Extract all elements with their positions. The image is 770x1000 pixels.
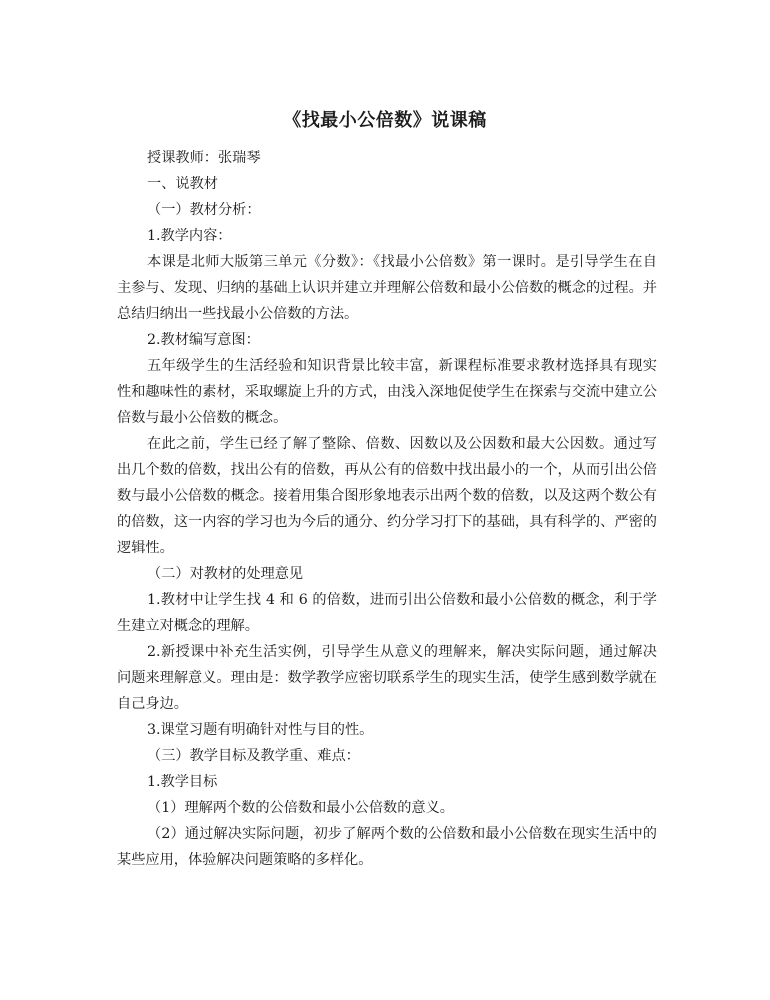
item-heading: 1.教学内容： bbox=[147, 228, 232, 244]
item-heading: 2.教材编写意图： bbox=[147, 332, 260, 348]
document-title: 《找最小公倍数》说课稿 bbox=[283, 110, 487, 131]
paragraph: 3.课堂习题有明确针对性与目的性。 bbox=[147, 722, 374, 738]
paragraph: 本课是北师大版第三单元《分数》：《找最小公倍数》第一课时。是引导学生在自主参与、发现、归纳的基础上认识并建立并理解公倍数和最小公倍数的概念的过程。并总结归纳出一些找最小公倍数的方法。 bbox=[117, 254, 657, 322]
document-body bbox=[117, 145, 657, 873]
subsection-heading: （一）教材分析： bbox=[147, 202, 261, 218]
item-heading: 1.教学目标 bbox=[147, 774, 218, 790]
paragraph: （1）理解两个数的公倍数和最小公倍数的意义。 bbox=[147, 800, 454, 816]
paragraph: 2.新授课中补充生活实例，引导学生从意义的理解来，解决实际问题，通过解决问题来理解意义。理由是：数学教学应密切联系学生的现实生活，使学生感到数学就在自己身边。 bbox=[117, 644, 657, 712]
section-heading: 一、说教材 bbox=[147, 176, 218, 192]
paragraph: 在此之前，学生已经了解了整除、倍数、因数以及公因数和最大公因数。通过写出几个数的倍数，找出公有的倍数，再从公有的倍数中找出最小的一个，从而引出公倍数与最小公倍数的概念。接着用集合图形象地表示出两个数的倍数，以及这两个数公有的倍数，这一内容的学习也为今后的通分、约分学习打下的基础，具有科学的、严密的逻辑性。 bbox=[117, 436, 657, 556]
teacher-line: 授课教师：张瑞琴 bbox=[147, 150, 261, 166]
paragraph: （2）通过解决实际问题，初步了解两个数的公倍数和最小公倍数在现实生活中的某些应用，体验解决问题策略的多样化。 bbox=[117, 826, 657, 868]
paragraph: 1.教材中让学生找 4 和 6 的倍数，进而引出公倍数和最小公倍数的概念，利于学生建立对概念的理解。 bbox=[117, 592, 657, 634]
paragraph: 五年级学生的生活经验和知识背景比较丰富，新课程标准要求教材选择具有现实性和趣味性的素材，采取螺旋上升的方式，由浅入深地促使学生在探索与交流中建立公倍数与最小公倍数的概念。 bbox=[117, 358, 657, 426]
subsection-heading: （三）教学目标及教学重、难点： bbox=[147, 748, 360, 764]
subsection-heading: （二）对教材的处理意见 bbox=[147, 566, 304, 582]
